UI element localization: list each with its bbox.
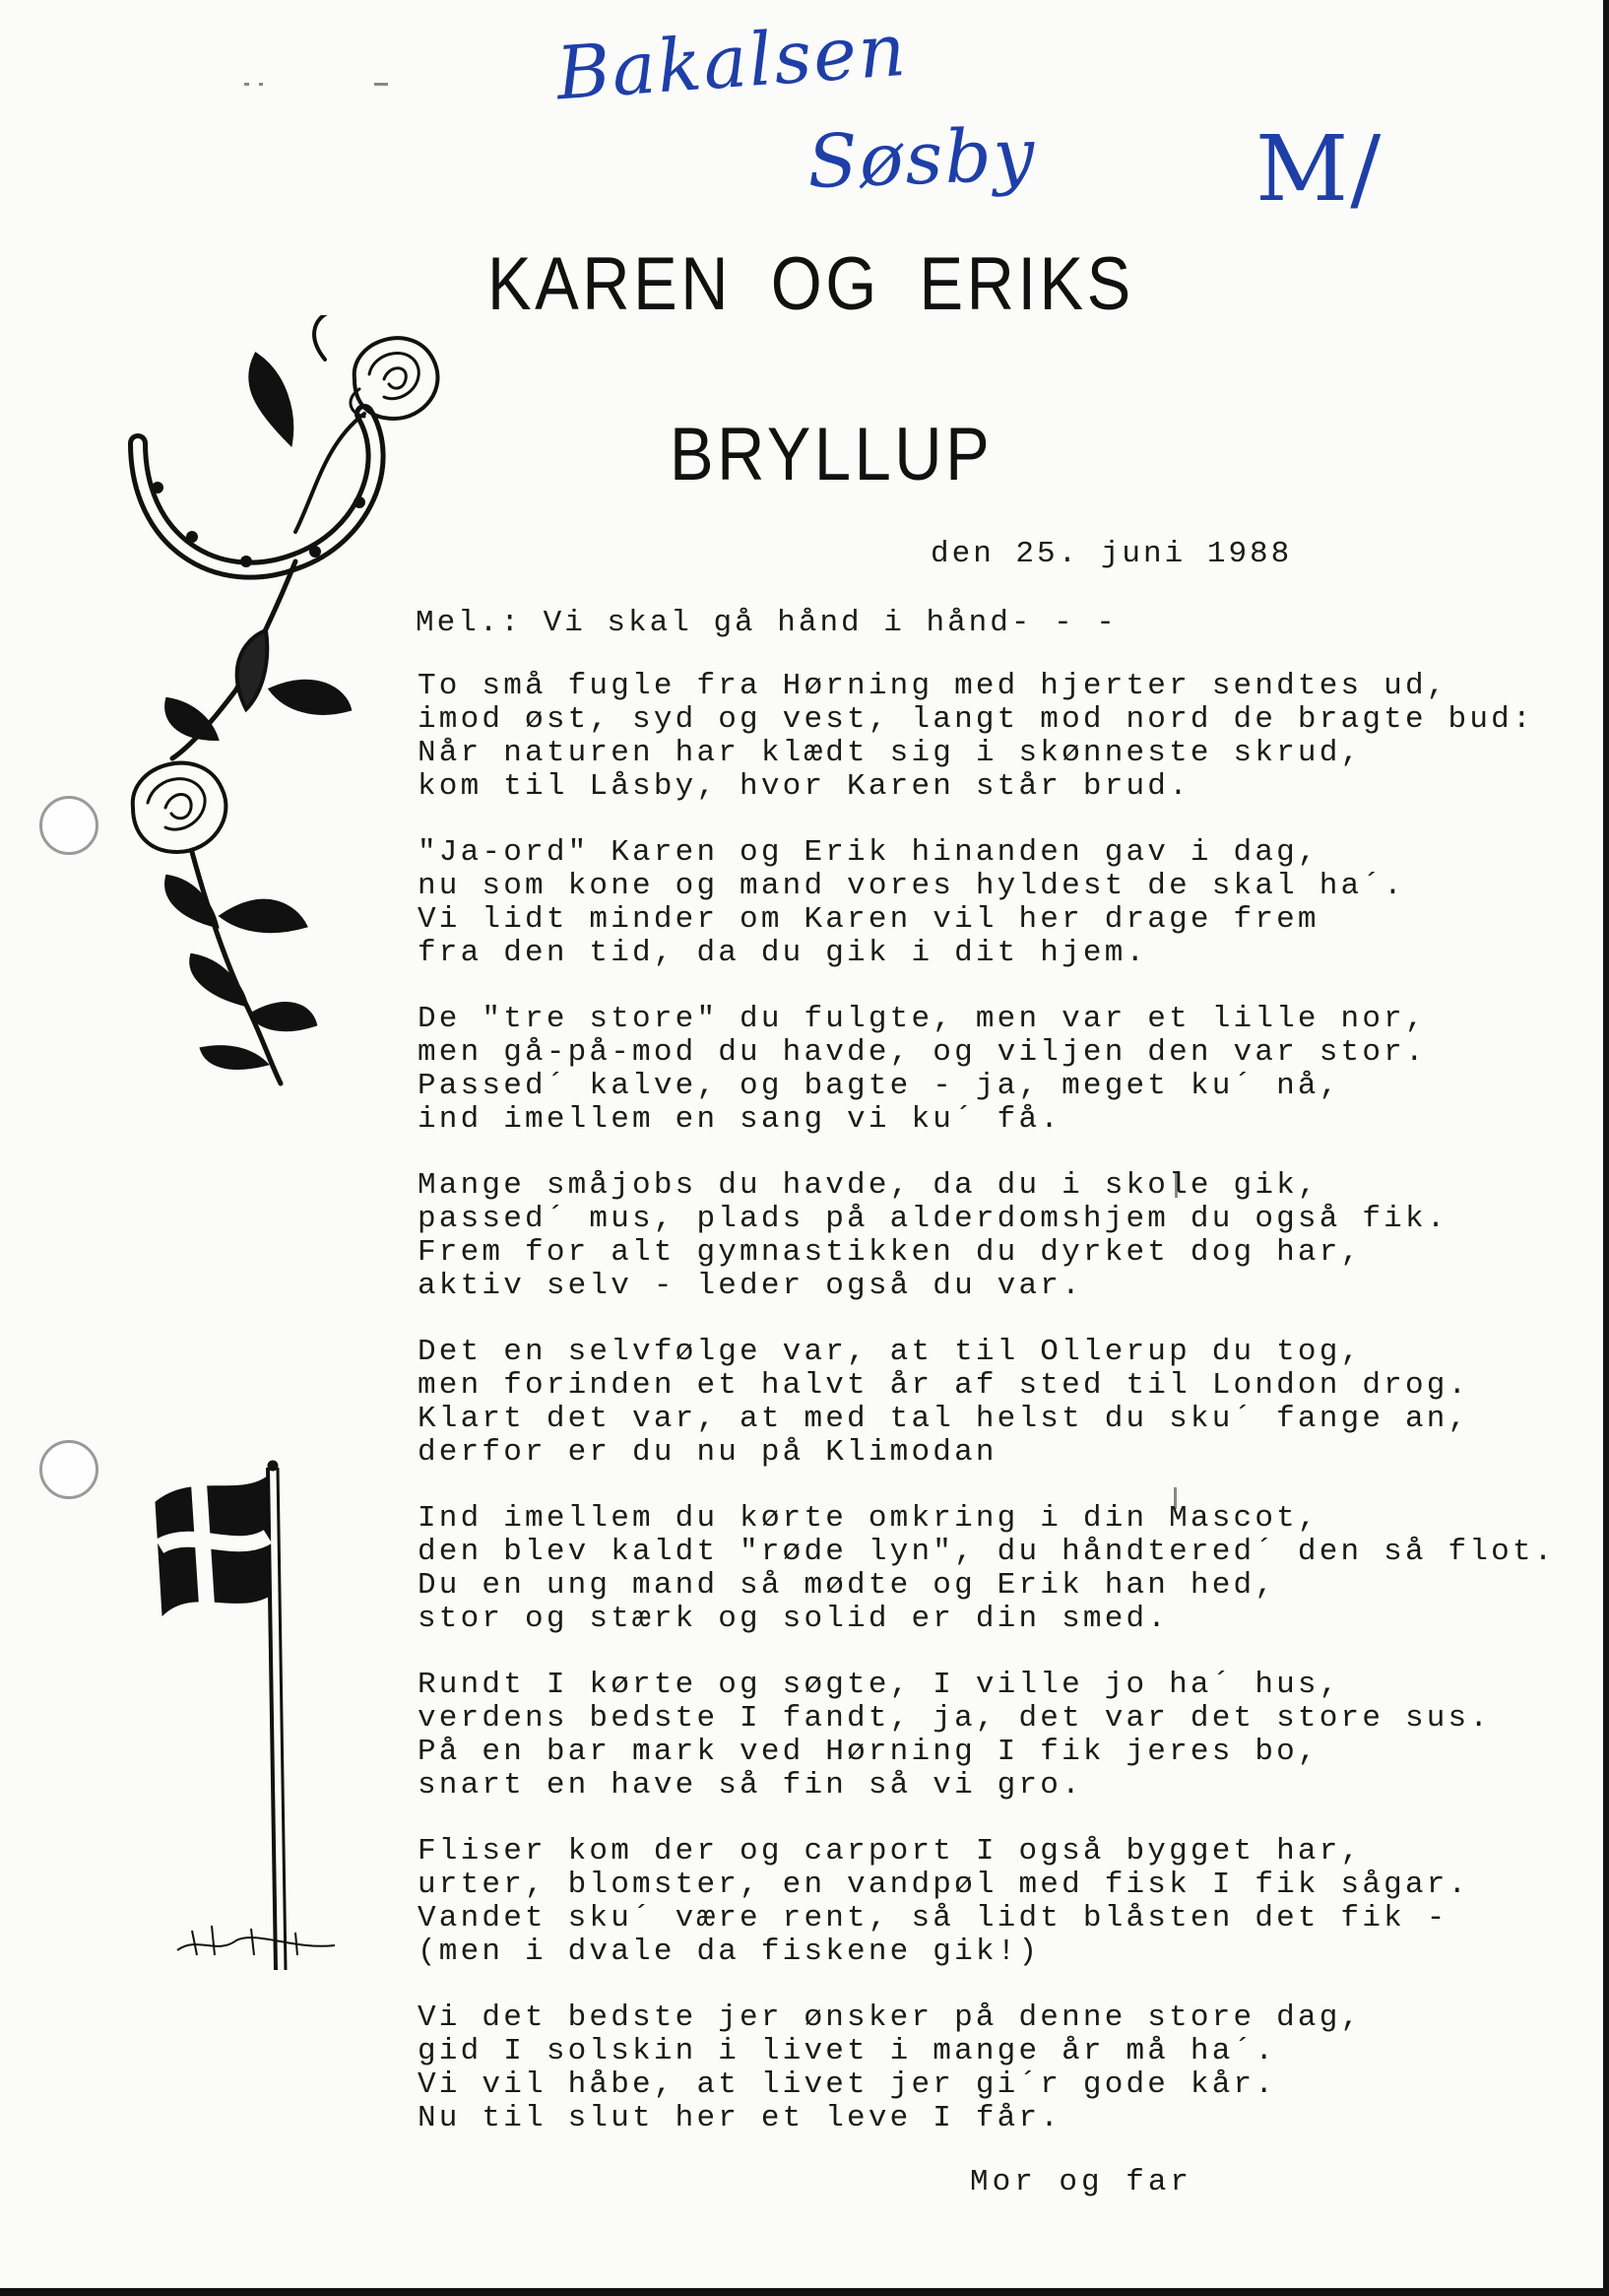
- verse-line: Klart det var, at med tal helst du sku´ fange an,: [418, 1402, 1470, 1436]
- scan-edge-right: [1603, 0, 1609, 2296]
- verse-line: Mange småjobs du havde, da du i skole gik,: [418, 1168, 1319, 1203]
- verse-line: Rundt I kørte og søgte, I ville jo ha´ hus,: [418, 1668, 1341, 1702]
- danish-flag-illustration: [138, 1458, 364, 2009]
- scan-speck: [259, 83, 263, 86]
- handwritten-mark: M/: [1255, 116, 1384, 222]
- verse: [418, 1501, 1556, 1636]
- verse: [418, 1169, 1530, 1303]
- verse: [418, 669, 1534, 804]
- verse-line: den blev kaldt "røde lyn", du håndtered´ den så flot.: [418, 1535, 1556, 1569]
- verse-line: passed´ mus, plads på alderdomshjem du også fik.: [418, 1202, 1448, 1236]
- verse-line: men forinden et halvt år af sted til London drog.: [418, 1368, 1470, 1403]
- verse-line: (men i dvale da fiskene gik!): [418, 1935, 1041, 1969]
- signature: Mor og far: [970, 2165, 1193, 2199]
- verse-line: Det en selvfølge var, at til Ollerup du tog,: [418, 1335, 1363, 1369]
- verse-line: verdens bedste I fandt, ja, det var det store sus.: [418, 1701, 1492, 1736]
- verse-line: snart en have så fin så vi gro.: [418, 1768, 1083, 1803]
- verse: [418, 836, 1530, 970]
- verse-line: Vi lidt minder om Karen vil her drage frem: [418, 902, 1319, 937]
- verse-line: Vi det bedste jer ønsker på denne store dag,: [418, 2001, 1363, 2035]
- verse-line: Passed´ kalve, og bagte - ja, meget ku´ nå,: [418, 1069, 1341, 1103]
- verse: [418, 1835, 1530, 1969]
- verse-line: aktiv selv - leder også du var.: [418, 1269, 1083, 1303]
- melody-line: Mel.: Vi skal gå hånd i hånd- - -: [416, 606, 1118, 640]
- verse-line: Fliser kom der og carport I også bygget har,: [418, 1834, 1363, 1869]
- title-line-2: BRYLLUP: [670, 413, 994, 496]
- poem-body: [418, 669, 1556, 2168]
- verse-line: Vi vil håbe, at livet jer gi´r gode kår.: [418, 2067, 1277, 2102]
- verse-line: De "tre store" du fulgte, men var et lille nor,: [418, 1002, 1427, 1036]
- scan-edge-bottom: [0, 2288, 1609, 2296]
- verse-line: urter, blomster, en vandpøl med fisk I fik sågar.: [418, 1868, 1470, 1902]
- verse-line: Du en ung mand så mødte og Erik han hed,: [418, 1568, 1277, 1603]
- verse-line: ind imellem en sang vi ku´ få.: [418, 1102, 1062, 1137]
- verse-line: På en bar mark ved Hørning I fik jeres bo,: [418, 1735, 1319, 1769]
- scan-speck: [244, 83, 249, 86]
- verse-line: gid I solskin i livet i mange år må ha´.: [418, 2034, 1277, 2068]
- verse-line: fra den tid, da du gik i dit hjem.: [418, 936, 1148, 970]
- punch-hole: [39, 796, 98, 855]
- verse-line: men gå-på-mod du havde, og viljen den var stor.: [418, 1035, 1427, 1070]
- verse-line: To små fugle fra Hørning med hjerter sendtes ud,: [418, 669, 1448, 703]
- handwritten-name: Bakalsen: [553, 7, 911, 117]
- wedding-date: den 25. juni 1988: [931, 537, 1293, 571]
- verse: [418, 2001, 1530, 2135]
- verse-line: Nu til slut her et leve I får.: [418, 2101, 1062, 2135]
- verse: [418, 1336, 1530, 1470]
- verse-line: derfor er du nu på Klimodan: [418, 1435, 998, 1470]
- verse-line: imod øst, syd og vest, langt mod nord de bragte bud:: [418, 702, 1534, 737]
- punch-hole: [39, 1440, 98, 1499]
- verse-line: Frem for alt gymnastikken du dyrket dog har,: [418, 1235, 1363, 1270]
- verse-line: "Ja-ord" Karen og Erik hinanden gav i dag,: [418, 835, 1319, 870]
- verse-line: Når naturen har klædt sig i skønneste skrud,: [418, 736, 1363, 770]
- verse-line: nu som kone og mand vores hyldest de skal ha´.: [418, 869, 1405, 903]
- scan-speck: [374, 83, 388, 86]
- verse: [418, 1669, 1530, 1803]
- verse-line: kom til Låsby, hvor Karen står brud.: [418, 769, 1191, 804]
- verse: [418, 1003, 1530, 1137]
- handwritten-place: Søsby: [805, 111, 1038, 206]
- title-line-1: KAREN OG ERIKS: [487, 242, 1134, 326]
- verse-line: Ind imellem du kørte omkring i din Mascot,: [418, 1501, 1319, 1536]
- verse-line: Vandet sku´ være rent, så lidt blåsten det fik -: [418, 1901, 1448, 1935]
- verse-line: stor og stærk og solid er din smed.: [418, 1602, 1170, 1636]
